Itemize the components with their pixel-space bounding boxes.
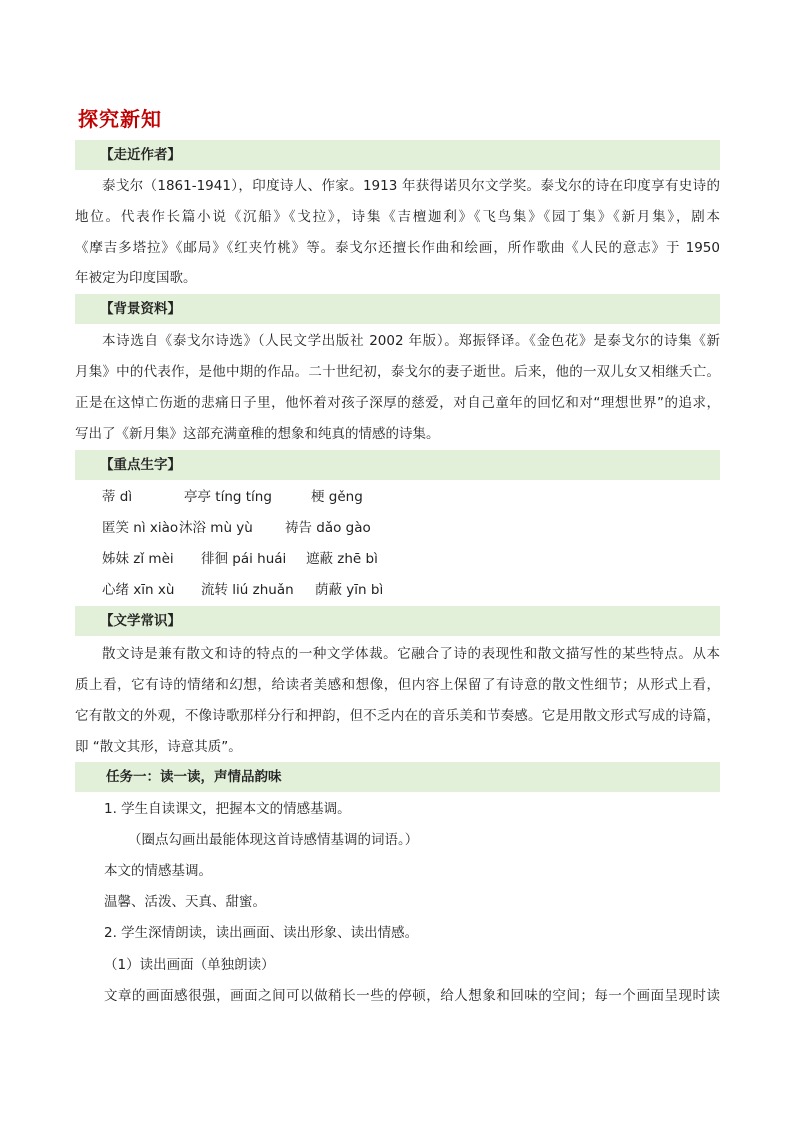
vocab-item: 遮蔽 zhē bì (306, 551, 378, 567)
author-line-2: 地位。代表作长篇小说《沉船》《戈拉》，诗集《吉檀迦利》《飞鸟集》《园丁集》《新月集》，剧本 (75, 209, 720, 225)
task1-line-4: 温馨、活泼、天真、甜蜜。 (104, 894, 266, 910)
literature-line-4: 即 “散文其形，诗意其质”。 (75, 739, 242, 755)
vocab-item: 徘徊 pái huái (201, 551, 287, 567)
background-line-2: 月集》中的代表作，是他中期的作品。二十世纪初，泰戈尔的妻子逝世。后来，他的一双儿女又相继夭亡。 (75, 364, 720, 380)
vocab-item: 心绪 xīn xù (102, 582, 175, 598)
page-title: 探究新知 (78, 107, 162, 131)
literature-line-3: 它有散文的外观，不像诗歌那样分行和押韵，但不乏内在的音乐美和节奏感。它是用散文形式写成的诗篇， (75, 708, 720, 724)
background-line-4: 写出了《新月集》这部充满童稚的想象和纯真的情感的诗集。 (75, 426, 440, 442)
task1-line-2: （圈点勾画出最能体现这首诗感情基调的词语。） (128, 832, 419, 848)
section-header-vocabulary: 【重点生字】 (75, 450, 720, 480)
vocab-item: 沐浴 mù yù (179, 520, 253, 536)
vocab-item: 姊妹 zǐ mèi (102, 551, 174, 567)
vocab-item: 祷告 dǎo gào (285, 520, 371, 536)
vocab-item: 荫蔽 yīn bì (315, 582, 384, 598)
background-line-1: 本诗选自《泰戈尔诗选》（人民文学出版社 2002 年版）。郑振铎译。《金色花》是泰戈尔的诗集《新 (102, 333, 720, 349)
vocab-item: 流转 liú zhuǎn (201, 582, 294, 598)
background-line-3: 正是在这悼亡伤逝的悲痛日子里，他怀着对孩子深厚的慈爱，对自己童年的回忆和对“理想世界”的追求， (75, 395, 720, 411)
vocab-item: 梗 gěng (311, 489, 363, 505)
section-header-literature: 【文学常识】 (75, 606, 720, 636)
author-line-3: 《摩吉多塔拉》《邮局》《红夹竹桃》等。泰戈尔还擅长作曲和绘画，所作歌曲《人民的意志》于 1950 (75, 240, 720, 256)
task1-line-3: 本文的情感基调。 (104, 863, 212, 879)
literature-line-1: 散文诗是兼有散文和诗的特点的一种文学体裁。它融合了诗的表现性和散文描写性的某些特点。从本 (102, 646, 720, 662)
author-line-1: 泰戈尔（1861-1941），印度诗人、作家。1913 年获得诺贝尔文学奖。泰戈尔的诗在印度享有史诗的 (102, 178, 720, 194)
section-header-background: 【背景资料】 (75, 294, 720, 324)
section-header-task1: 任务一：读一读，声情品韵味 (75, 762, 720, 792)
vocab-item: 匿笑 nì xiào (102, 520, 179, 536)
vocab-item: 蒂 dì (102, 489, 133, 505)
task1-line-6: （1）读出画面（单独朗读） (104, 957, 275, 973)
author-line-4: 年被定为印度国歌。 (75, 270, 197, 286)
task1-line-1: 1. 学生自读课文，把握本文的情感基调。 (104, 801, 351, 817)
literature-line-2: 质上看，它有诗的情绪和幻想，给读者美感和想像，但内容上保留了有诗意的散文性细节；从形式上看， (75, 677, 720, 693)
section-header-author: 【走近作者】 (75, 140, 720, 170)
task1-line-5: 2. 学生深情朗读，读出画面、读出形象、读出情感。 (104, 925, 419, 941)
task1-line-7: 文章的画面感很强，画面之间可以做稍长一些的停顿，给人想象和回味的空间；每一个画面呈现时读 (104, 988, 720, 1004)
vocab-item: 亭亭 tíng tíng (184, 489, 272, 505)
